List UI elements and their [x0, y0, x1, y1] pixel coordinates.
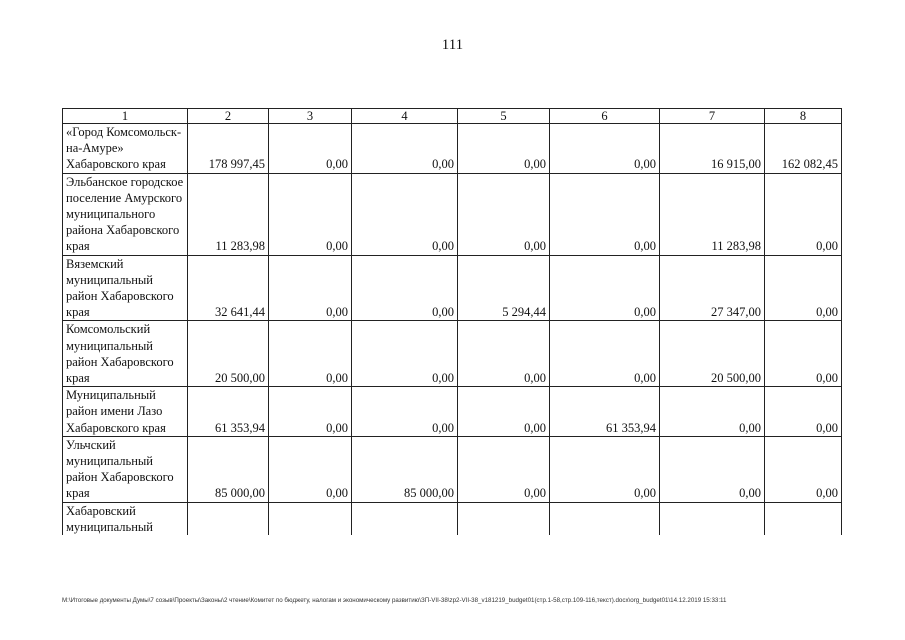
cell-col-5: 5 294,44: [458, 255, 550, 321]
cell-col-8: 0,00: [765, 173, 842, 255]
table-row: [63, 502, 842, 535]
cell-col-8: 0,00: [765, 387, 842, 437]
municipality-name: Муниципальный район имени Лазо Хабаровского края: [63, 387, 188, 437]
cell-col-4: 85 000,00: [352, 436, 458, 502]
cell-col-4: 0,00: [352, 255, 458, 321]
cell-col-5: 0,00: [458, 124, 550, 174]
cell-col-2: 61 353,94: [188, 387, 269, 437]
cell-col-3: [269, 502, 352, 535]
cell-col-8: [765, 502, 842, 535]
cell-col-2: 85 000,00: [188, 436, 269, 502]
header-col-6: 6: [550, 109, 660, 124]
municipality-name: Хабаровский муниципальный: [63, 502, 188, 535]
municipality-name: Вяземский муниципальный район Хабаровского края: [63, 255, 188, 321]
cell-col-4: 0,00: [352, 387, 458, 437]
cell-col-2: 32 641,44: [188, 255, 269, 321]
page-number: 111: [441, 37, 464, 53]
municipality-name: Комсомольский муниципальный район Хабаровского края: [63, 321, 188, 387]
header-col-3: 3: [269, 109, 352, 124]
cell-col-7: 11 283,98: [660, 173, 765, 255]
cell-col-6: 61 353,94: [550, 387, 660, 437]
cell-col-5: 0,00: [458, 173, 550, 255]
document-path-footer: M:\Итоговые документы Думы\7 созыв\Проекты\Законы\2 чтение\Комитет по бюджету, налогам и экономическому развитию\ЗП-VII-38\zp2-VII-38_v181219_budget01(стр.1-58,стр.109-116,текст).docx\org_budget01\14.12.2019 15:33:11: [62, 597, 727, 604]
cell-col-2: 20 500,00: [188, 321, 269, 387]
municipality-name: Эльбанское городское поселение Амурского муниципального района Хабаровского края: [63, 173, 188, 255]
municipality-name: Ульчский муниципальный район Хабаровского края: [63, 436, 188, 502]
table-row: [63, 124, 842, 174]
cell-col-7: 16 915,00: [660, 124, 765, 174]
cell-col-5: [458, 502, 550, 535]
cell-col-7: 0,00: [660, 436, 765, 502]
cell-col-3: 0,00: [269, 124, 352, 174]
budget-table: [62, 108, 842, 535]
cell-col-7: [660, 502, 765, 535]
cell-col-4: 0,00: [352, 321, 458, 387]
cell-col-7: 20 500,00: [660, 321, 765, 387]
cell-col-3: 0,00: [269, 387, 352, 437]
cell-col-8: 0,00: [765, 436, 842, 502]
table-row: [63, 436, 842, 502]
cell-col-6: 0,00: [550, 436, 660, 502]
cell-col-6: [550, 502, 660, 535]
table-row: [63, 255, 842, 321]
cell-col-3: 0,00: [269, 321, 352, 387]
cell-col-8: 0,00: [765, 255, 842, 321]
cell-col-3: 0,00: [269, 173, 352, 255]
header-col-5: 5: [458, 109, 550, 124]
header-col-8: 8: [765, 109, 842, 124]
cell-col-3: 0,00: [269, 255, 352, 321]
cell-col-2: 11 283,98: [188, 173, 269, 255]
cell-col-7: 27 347,00: [660, 255, 765, 321]
table-row: [63, 321, 842, 387]
header-col-7: 7: [660, 109, 765, 124]
header-col-1: 1: [63, 109, 188, 124]
cell-col-5: 0,00: [458, 387, 550, 437]
cell-col-4: 0,00: [352, 124, 458, 174]
table-row: [63, 173, 842, 255]
cell-col-6: 0,00: [550, 321, 660, 387]
cell-col-6: 0,00: [550, 255, 660, 321]
header-col-2: 2: [188, 109, 269, 124]
cell-col-7: 0,00: [660, 387, 765, 437]
cell-col-4: 0,00: [352, 173, 458, 255]
header-col-4: 4: [352, 109, 458, 124]
header-row: [63, 109, 842, 124]
cell-col-6: 0,00: [550, 173, 660, 255]
cell-col-2: 178 997,45: [188, 124, 269, 174]
cell-col-8: 0,00: [765, 321, 842, 387]
cell-col-2: [188, 502, 269, 535]
table-row: [63, 387, 842, 437]
cell-col-8: 162 082,45: [765, 124, 842, 174]
cell-col-3: 0,00: [269, 436, 352, 502]
cell-col-4: [352, 502, 458, 535]
cell-col-5: 0,00: [458, 321, 550, 387]
cell-col-6: 0,00: [550, 124, 660, 174]
municipality-name: «Город Комсомольск-на-Амуре» Хабаровского края: [63, 124, 188, 174]
cell-col-5: 0,00: [458, 436, 550, 502]
